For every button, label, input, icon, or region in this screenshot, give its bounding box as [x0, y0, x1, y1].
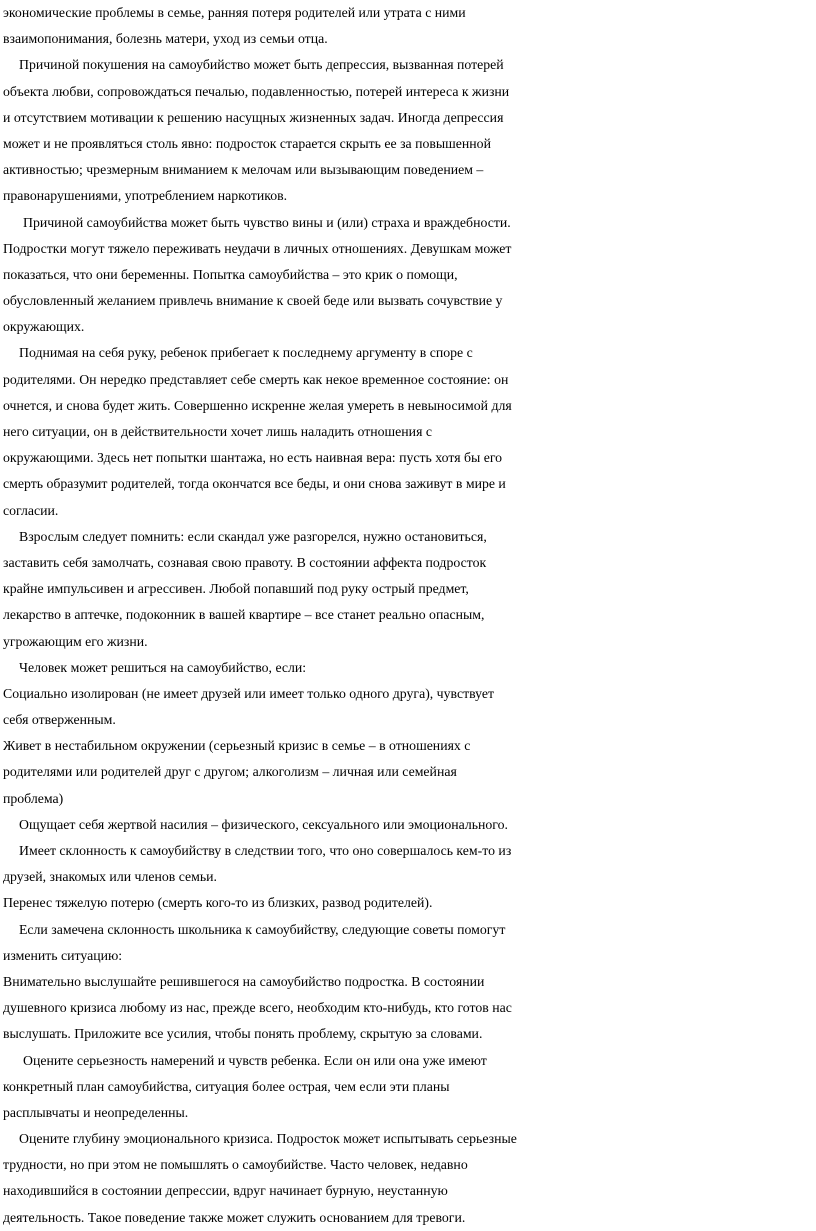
text-line: лекарство в аптечке, подоконник в вашей квартире – все станет реально опасным, — [3, 607, 485, 623]
text-line: Человек может решиться на самоубийство, если: — [19, 659, 307, 675]
text-line: Ощущает себя жертвой насилия – физического, сексуального или эмоционального. — [19, 816, 508, 832]
text-line: расплывчаты и неопределенны. — [3, 1104, 189, 1120]
text-line: проблема) — [3, 790, 64, 806]
text-line: него ситуации, он в действительности хочет лишь наладить отношения с — [3, 424, 432, 439]
text-line: Поднимая на себя руку, ребенок прибегает к последнему аргументу в споре с — [19, 345, 473, 361]
text-line: Подростки могут тяжело переживать неудачи в личных отношениях. Девушкам может — [3, 240, 512, 256]
text-line: душевного кризиса любому из нас, прежде всего, необходим кто-нибудь, кто готов нас — [3, 1000, 512, 1016]
text-line: себя отверженным. — [3, 712, 116, 728]
text-line: деятельность. Такое поведение также может служить основанием для тревоги. — [3, 1209, 466, 1225]
text-line: трудности, но при этом не помышлять о самоубийстве. Часто человек, недавно — [3, 1157, 468, 1173]
text-line: может и не проявляться столь явно: подросток старается скрыть ее за повышенной — [3, 135, 491, 151]
text-line: изменить ситуацию: — [3, 947, 123, 963]
text-line: экономические проблемы в семье, ранняя потеря родителей или утрата с ними — [3, 5, 466, 20]
text-line: объекта любви, сопровождаться печалью, подавленностью, потерей интереса к жизни — [3, 83, 510, 99]
text-line: активностью; чрезмерным вниманием к мелочам или вызывающим поведением – — [3, 162, 484, 178]
text-line: друзей, знакомых или членов семьи. — [3, 869, 217, 885]
text-line: смерть образумит родителей, тогда окончатся все беды, и они снова заживут в мире и — [3, 476, 506, 492]
text-line: Причиной покушения на самоубийство может быть депрессия, вызванная потерей — [19, 57, 504, 73]
text-line: родителями. Он нередко представляет себе смерть как некое временное состояние: он — [3, 371, 509, 387]
text-line: Перенес тяжелую потерю (смерть кого-то из близких, развод родителей). — [3, 895, 433, 911]
text-line: согласии. — [3, 502, 59, 518]
text-line: взаимопонимания, болезнь матери, уход из семьи отца. — [3, 31, 328, 47]
text-line: крайне импульсивен и агрессивен. Любой попавший под руку острый предмет, — [3, 581, 469, 597]
text-line: Оцените глубину эмоционального кризиса. Подросток может испытывать серьезные — [19, 1131, 517, 1147]
text-line: окружающими. Здесь нет попытки шантажа, но есть наивная вера: пусть хотя бы его — [3, 450, 503, 466]
text-line: обусловленный желанием привлечь внимание к своей беде или вызвать сочувствие у — [3, 293, 503, 309]
text-line: конкретный план самоубийства, ситуация более острая, чем если эти планы — [3, 1078, 450, 1094]
text-line: и отсутствием мотивации к решению насущных жизненных задач. Иногда депрессия — [3, 109, 504, 125]
text-line: выслушать. Приложите все усилия, чтобы понять проблему, скрытую за словами. — [3, 1026, 483, 1042]
text-line: очнется, и снова будет жить. Совершенно искренне желая умереть в невыносимой для — [3, 397, 512, 413]
text-line: показаться, что они беременны. Попытка самоубийства – это крик о помощи, — [3, 266, 458, 282]
text-line: Оцените серьезность намерений и чувств ребенка. Если он или она уже имеют — [23, 1052, 487, 1068]
text-line: Если замечена склонность школьника к самоубийству, следующие советы помогут — [19, 921, 506, 937]
text-line: Социально изолирован (не имеет друзей или имеет только одного друга), чувствует — [3, 685, 495, 701]
text-line: Причиной самоубийства может быть чувство вины и (или) страха и враждебности. — [23, 214, 511, 230]
text-line: Взрослым следует помнить: если скандал уже разгорелся, нужно остановиться, — [19, 528, 487, 544]
text-line: угрожающим его жизни. — [3, 633, 148, 649]
text-line: заставить себя замолчать, сознавая свою правоту. В состоянии аффекта подросток — [3, 554, 487, 570]
text-line: правонарушениями, употреблением наркотиков. — [3, 188, 288, 204]
text-line: Живет в нестабильном окружении (серьезный кризис в семье – в отношениях с — [3, 738, 471, 754]
text-line: находившийся в состоянии депрессии, вдруг начинает бурную, неустанную — [3, 1183, 448, 1199]
text-line: окружающих. — [3, 319, 85, 335]
text-line: Имеет склонность к самоубийству в следствии того, что оно совершалось кем-то из — [19, 843, 512, 858]
text-line: родителями или родителей друг с другом; алкоголизм – личная или семейная — [3, 764, 457, 780]
text-line: Внимательно выслушайте решившегося на самоубийство подростка. В состоянии — [3, 973, 485, 989]
